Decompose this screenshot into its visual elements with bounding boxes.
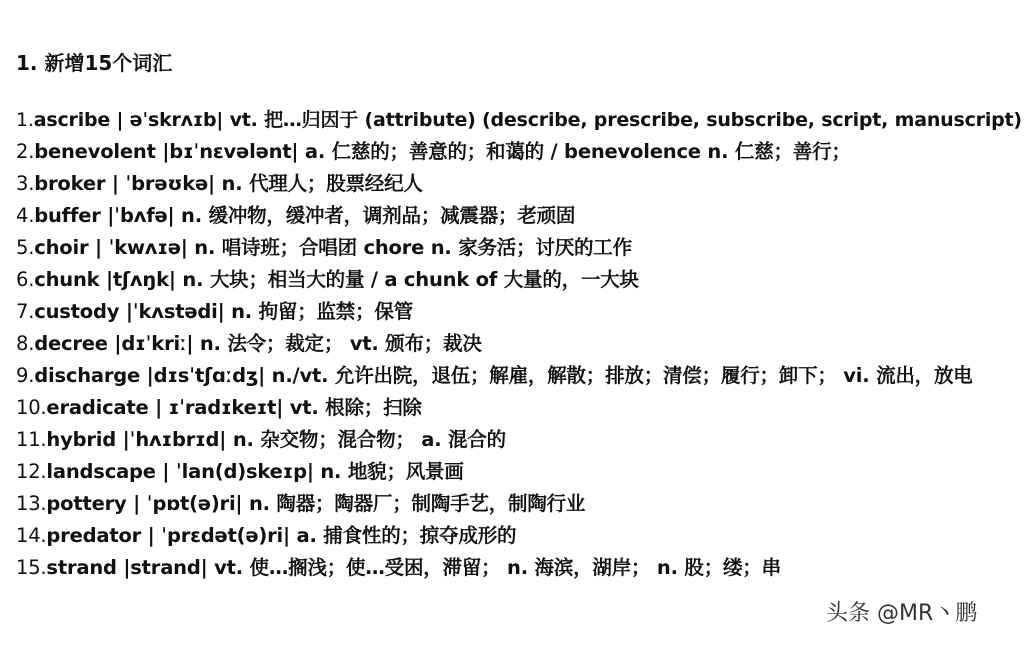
entry-number: 5. [16, 236, 35, 259]
entry-text: predator | ˈprɛdət(ə)ri| a. 捕食性的；掠夺成形的 [46, 524, 517, 547]
entry-number: 6. [16, 268, 35, 291]
entry-text: discharge |dɪsˈtʃɑːdʒ| n./vt. 允许出院，退伍；解雇，解散；排放；清偿；履行；卸下； vi. 流出，放电 [34, 364, 973, 387]
entry-number: 1. [16, 109, 34, 131]
vocab-entry [16, 395, 1022, 427]
entry-text: custody |ˈkʌstədi| n. 拘留；监禁；保管 [34, 300, 414, 323]
entry-text: hybrid |ˈhʌɪbrɪd| n. 杂交物；混合物； a. 混合的 [46, 428, 506, 451]
entry-number: 12. [16, 460, 47, 483]
entry-text: benevolent |bɪˈnɛvələnt| a. 仁慈的；善意的；和蔼的 / benevolence n. 仁慈；善行； [34, 140, 851, 163]
vocab-entry [16, 235, 1022, 267]
vocabulary-list [16, 107, 1022, 587]
entry-text: choir | ˈkwʌɪə| n. 唱诗班；合唱团 chore n. 家务活；讨厌的工作 [34, 236, 632, 259]
vocab-entry [16, 331, 1022, 363]
vocab-entry [16, 555, 1022, 587]
entry-number: 7. [16, 300, 35, 323]
entry-text: chunk |tʃʌŋk| n. 大块；相当大的量 / a chunk of 大量的，一大块 [34, 268, 639, 291]
entry-text: landscape | ˈlan(d)skeɪp| n. 地貌；风景画 [46, 460, 464, 483]
entry-text: broker | ˈbrəʊkə| n. 代理人；股票经纪人 [34, 172, 423, 195]
vocab-entry [16, 299, 1022, 331]
entry-number: 4. [16, 204, 35, 227]
vocab-entry [16, 363, 1022, 395]
entry-text: decree |dɪˈkriː| n. 法令；裁定； vt. 颁布；裁决 [34, 332, 482, 355]
entry-text: buffer |ˈbʌfə| n. 缓冲物，缓冲者，调剂品；减震器；老顽固 [34, 204, 576, 227]
vocab-entry [16, 267, 1022, 299]
vocab-entry [16, 107, 1022, 139]
entry-text: pottery | ˈpɒt(ə)ri| n. 陶器；陶器厂；制陶手艺，制陶行业 [46, 492, 586, 515]
vocab-entry [16, 139, 1022, 171]
vocab-entry [16, 523, 1022, 555]
watermark: 头条 @MR丶鹏 [826, 601, 978, 626]
entry-number: 8. [16, 332, 35, 355]
vocab-entry [16, 203, 1022, 235]
entry-number: 15. [16, 556, 47, 579]
entry-text: ascribe | əˈskrʌɪb| vt. 把…归因于 (attribute) (describe, prescribe, subscribe, script, manuscript) [33, 109, 1022, 131]
vocab-entry [16, 491, 1022, 523]
entry-number: 2. [16, 140, 35, 163]
entry-number: 14. [16, 524, 47, 547]
entry-number: 11. [16, 428, 47, 451]
section-heading: 1. 新增15个词汇 [16, 51, 173, 75]
entry-number: 3. [16, 172, 35, 195]
entry-text: strand |strand| vt. 使…搁浅；使…受困，滞留； n. 海滨，湖岸； n. 股；缕；串 [46, 556, 781, 579]
vocab-entry [16, 171, 1022, 203]
entry-number: 10. [16, 396, 47, 419]
vocab-entry [16, 427, 1022, 459]
entry-text: eradicate | ɪˈradɪkeɪt| vt. 根除；扫除 [46, 396, 422, 419]
entry-number: 9. [16, 364, 35, 387]
vocab-entry [16, 459, 1022, 491]
entry-number: 13. [16, 492, 47, 515]
